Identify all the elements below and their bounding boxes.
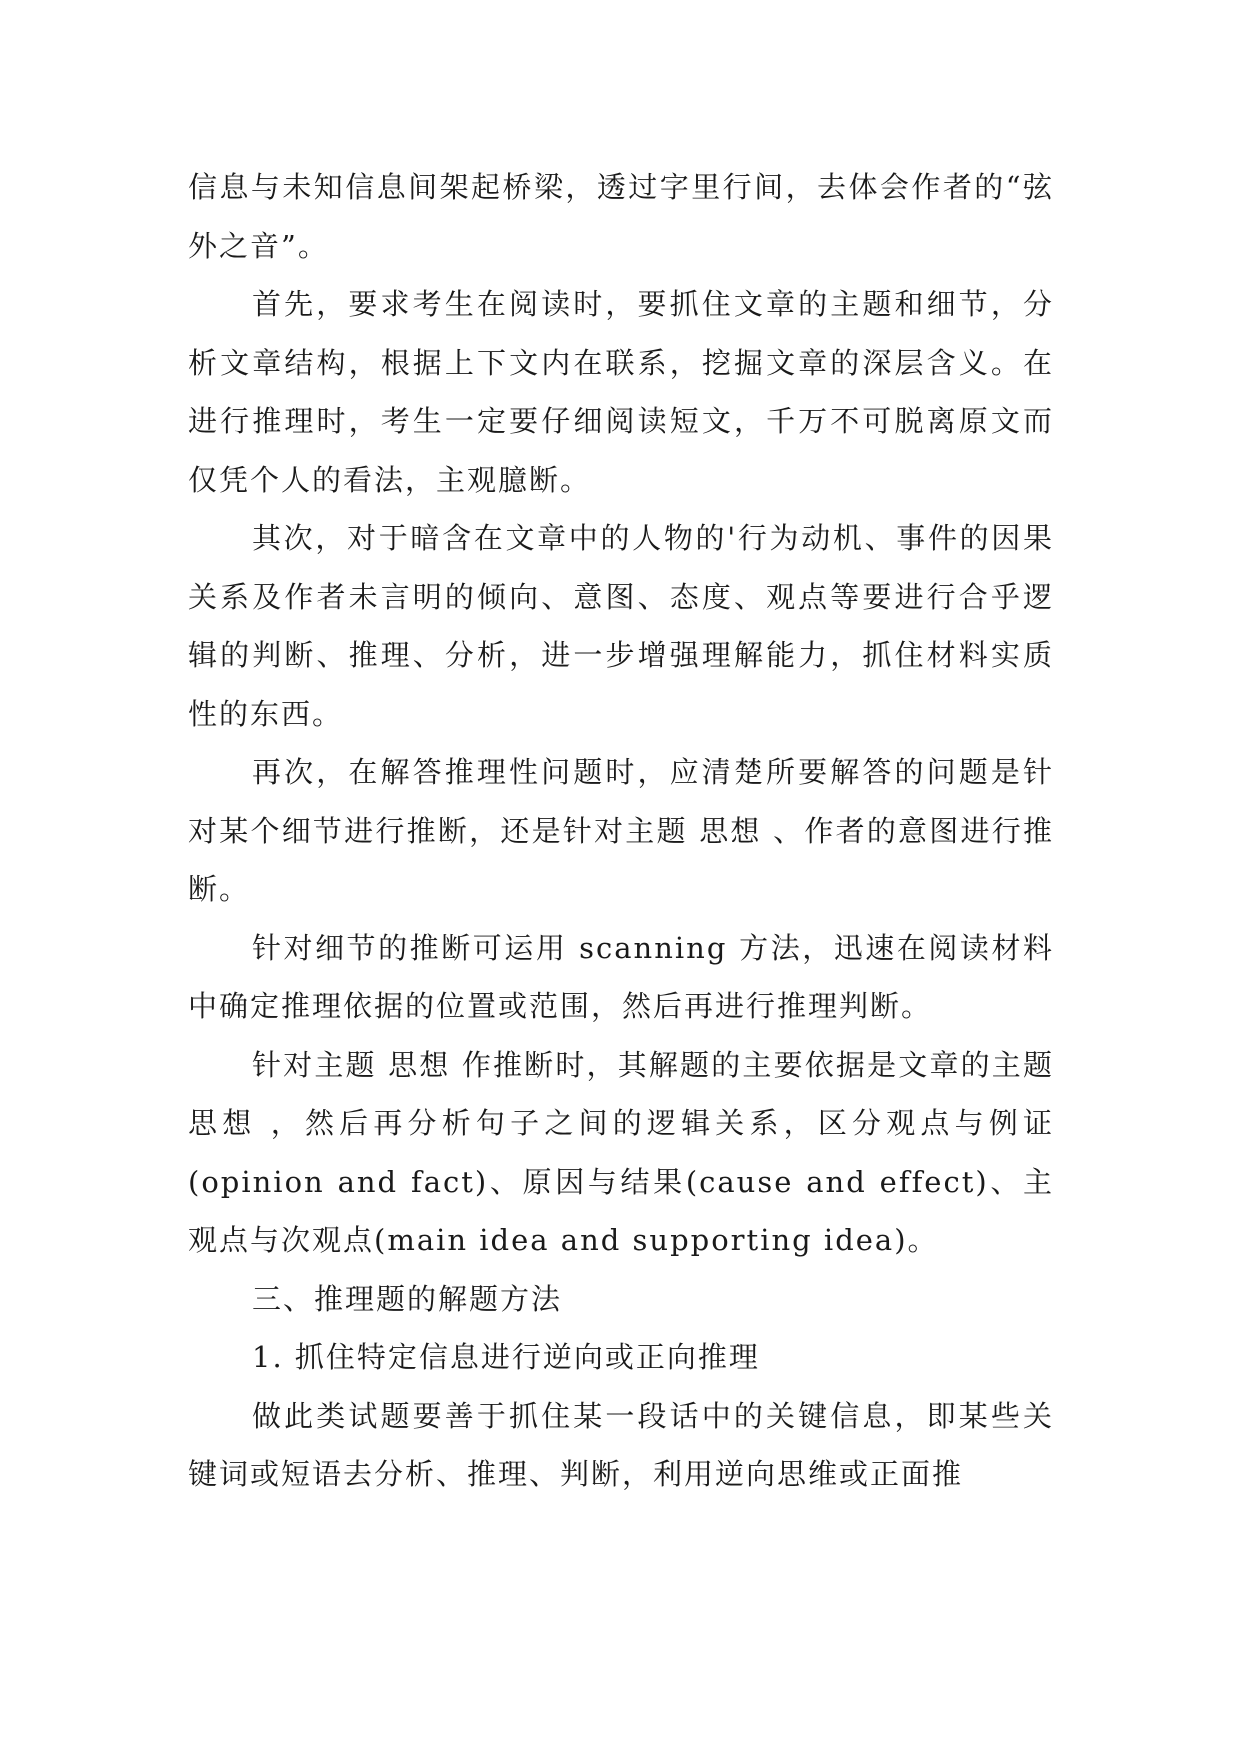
paragraph-5: 针对细节的推断可运用 scanning 方法，迅速在阅读材料中确定推理依据的位置或范围，然后再进行推理判断。 — [188, 930, 1054, 1023]
paragraph-2: 首先，要求考生在阅读时，要抓住文章的主题和细节，分析文章结构，根据上下文内在联系，挖掘文章的深层含义。在进行推理时，考生一定要仔细阅读短文，千万不可脱离原文而仅凭个人的看法，主观臆断。 — [188, 287, 1054, 497]
paragraph-7: 做此类试题要善于抓住某一段话中的关键信息，即某些关键词或短语去分析、推理、判断，利用逆向思维或正面推 — [188, 1398, 1054, 1491]
paragraph-3: 其次，对于暗含在文章中的人物的'行为动机、事件的因果关系及作者未言明的倾向、意图、态度、观点等要进行合乎逻辑的判断、推理、分析，进一步增强理解能力，抓住材料实质性的东西。 — [188, 521, 1054, 731]
section-heading: 三、推理题的解题方法 — [252, 1281, 563, 1316]
paragraph-1: 信息与未知信息间架起桥梁，透过字里行间，去体会作者的“弦外之音”。 — [188, 170, 1054, 263]
subsection-heading: 1. 抓住特定信息进行逆向或正向推理 — [252, 1340, 760, 1374]
paragraph-6: 针对主题 思想 作推断时，其解题的主要依据是文章的主题 思想 ，然后再分析句子之间的逻辑关系，区分观点与例证(opinion and fact)、原因与结果(cause and effect)、主观点与次观点(main idea and supporting idea)。 — [188, 1047, 1054, 1257]
document-body — [188, 158, 1054, 1504]
paragraph-4: 再次，在解答推理性问题时，应清楚所要解答的问题是针对某个细节进行推断，还是针对主题 思想 、作者的意图进行推断。 — [188, 755, 1054, 906]
